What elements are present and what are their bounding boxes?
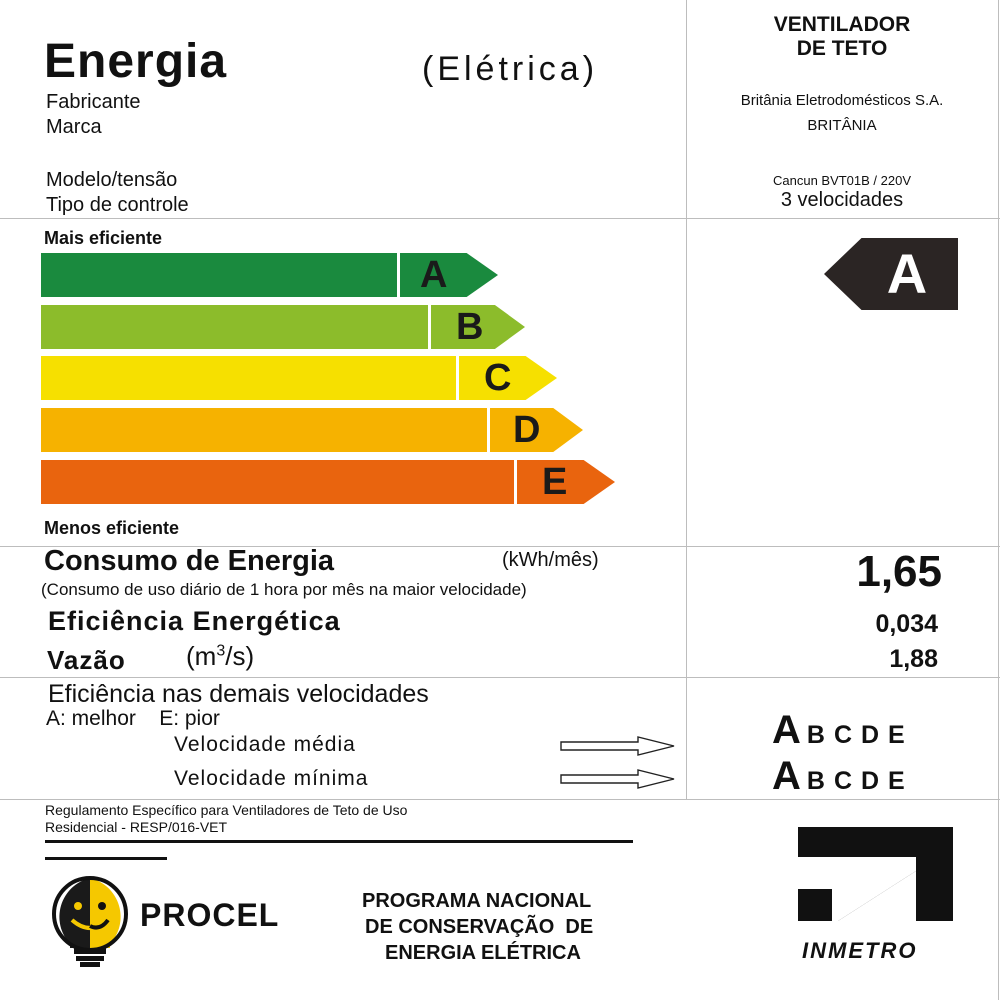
label-subtitle: (Elétrica): [422, 50, 599, 88]
consumption-label: Consumo de Energia: [44, 545, 335, 577]
flow-unit-prefix: (m: [186, 641, 217, 671]
scale-letter-e: E: [542, 461, 568, 503]
modelo-label: Modelo/tensão: [46, 169, 178, 191]
scale-bar-c: [41, 356, 456, 400]
speed-minima-other-classes: BCDE: [806, 767, 914, 795]
inmetro-logo-icon: [798, 827, 958, 937]
speed-minima-scale: [772, 754, 914, 799]
procel-bulb-icon: [44, 876, 136, 968]
efficiency-label: Eficiência Energética: [48, 606, 341, 636]
divider-footer: [0, 799, 1000, 800]
speed-media-class: A: [772, 708, 801, 752]
flow-unit: [186, 641, 254, 672]
program-line2: DE CONSERVAÇÃO DE: [365, 916, 594, 938]
scale-letter-c: C: [484, 357, 512, 399]
speed-media-scale: [772, 708, 914, 753]
scale-top-label: Mais eficiente: [44, 228, 163, 248]
flow-label: Vazão: [47, 645, 126, 675]
speed-minima-label: Velocidade mínima: [174, 767, 369, 790]
flow-unit-suffix: /s): [225, 641, 255, 671]
flow-value: 1,88: [889, 645, 938, 673]
regulation-line2: Residencial - RESP/016-VET: [45, 819, 228, 835]
right-border: [998, 0, 999, 1000]
speed-minima-class: A: [772, 754, 801, 798]
scale-bar-d: [41, 408, 487, 452]
consumption-note: (Consumo de uso diário de 1 hora por mês na maior velocidade): [41, 580, 527, 599]
procel-name: PROCEL: [140, 897, 280, 933]
modelo-value: Cancun BVT01B / 220V: [772, 173, 912, 188]
scale-bottom-label: Menos eficiente: [44, 518, 180, 538]
footer-rule-long: [45, 840, 633, 843]
consumption-value: 1,65: [856, 547, 942, 596]
label-title: Energia: [44, 35, 228, 88]
divider-info: [0, 218, 1000, 219]
speed-media-other-classes: BCDE: [806, 721, 914, 749]
fabricante-value: Britânia Eletrodomésticos S.A.: [740, 92, 944, 109]
scale-bar-e: [41, 460, 514, 504]
marca-label: Marca: [46, 116, 102, 138]
scale-bar-b: [41, 305, 428, 349]
fabricante-label: Fabricante: [46, 91, 141, 113]
arrow-right-icon: [560, 769, 676, 789]
other-speeds-legend: A: melhor E: pior: [46, 707, 220, 730]
scale-letter-a: A: [420, 254, 448, 296]
program-line3: ENERGIA ELÉTRICA: [385, 942, 581, 964]
scale-letter-d: D: [513, 409, 541, 451]
scale-tip-a: [400, 253, 498, 297]
product-type-line1: VENTILADOR: [773, 13, 911, 36]
efficiency-value: 0,034: [875, 610, 938, 638]
regulation-line1: Regulamento Específico para Ventiladores de Teto de Uso: [45, 802, 408, 818]
program-line1: PROGRAMA NACIONAL: [362, 890, 592, 912]
inmetro-text: INMETRO: [802, 938, 918, 963]
scale-letter-b: B: [456, 306, 484, 348]
product-type-line2: DE TETO: [796, 37, 888, 60]
flow-unit-exponent: 3: [216, 642, 226, 660]
scale-bar-a: [41, 253, 397, 297]
rated-class-letter: A: [886, 242, 928, 305]
controle-value: 3 velocidades: [780, 189, 904, 211]
consumption-unit: (kWh/mês): [502, 549, 599, 571]
other-speeds-title: Eficiência nas demais velocidades: [48, 680, 429, 708]
arrow-right-icon: [560, 736, 676, 756]
footer-rule-short: [45, 857, 167, 860]
controle-label: Tipo de controle: [46, 194, 189, 216]
marca-value: BRITÂNIA: [807, 117, 877, 134]
speed-media-label: Velocidade média: [174, 733, 356, 756]
divider-flow: [0, 677, 1000, 678]
